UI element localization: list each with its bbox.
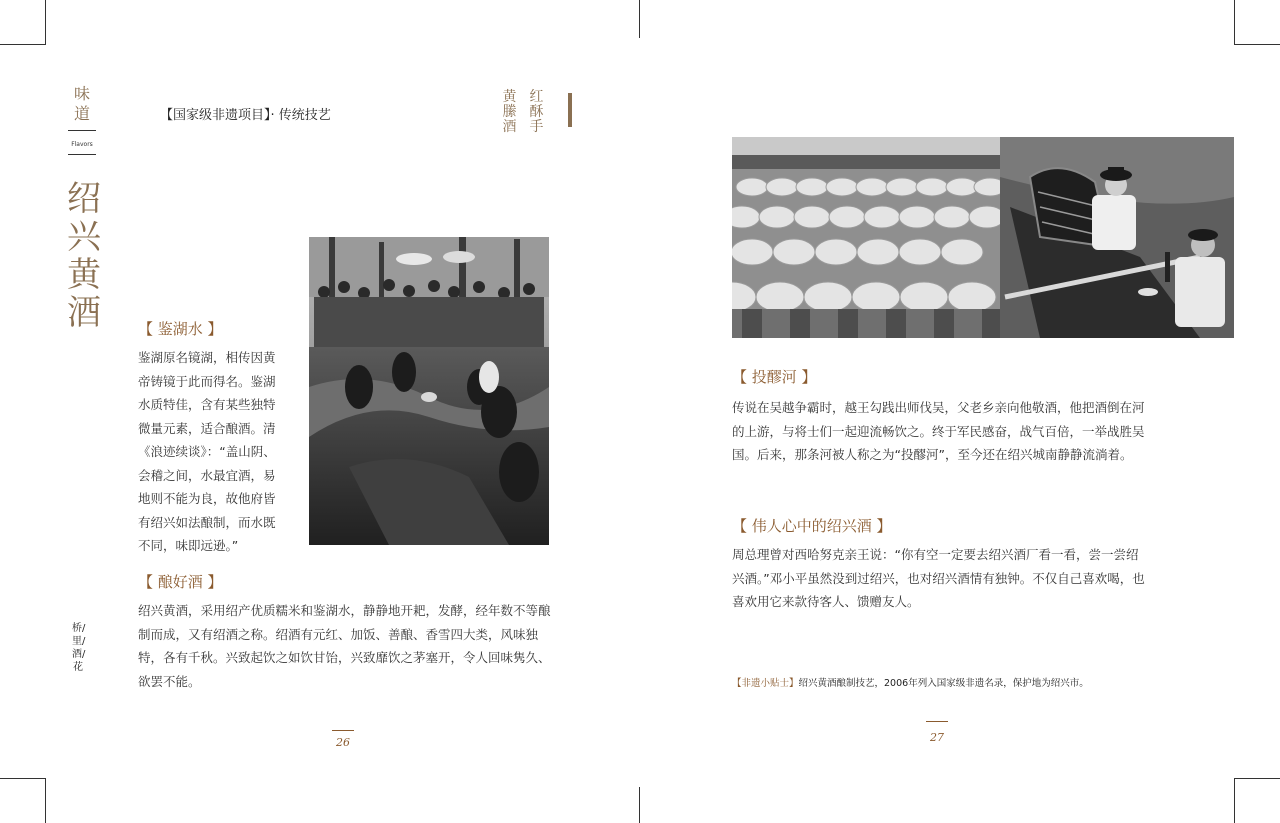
vertical-title: 绍兴黄酒: [67, 179, 101, 333]
page-number-right: 27: [930, 731, 944, 744]
wine-jars-illustration: [732, 137, 1000, 338]
section-body-jianhu: 鉴湖原名镜湖，相传因黄帝铸镜于此而得名。鉴湖水质特佳，含有某些独特微量元素，适合酿酒。清《浪迹续谈》：“盖山阴、会稽之间，水最宜酒，易地则不能为良，故他府皆有绍兴如法酿制，而水既不同，味即远逊。”: [138, 350, 276, 553]
brand-bar: [568, 93, 572, 127]
section-body-weiren: 周总理曾对西哈努克亲王说：“你有空一定要去绍兴酒厂看一看，尝一尝绍兴酒。”邓小平虽然没到过绍兴，也对绍兴酒情有独钟。不仅自己喜欢喝，也喜欢用它来款待客人、馈赠友人。: [732, 547, 1145, 609]
heritage-tip: [732, 675, 1089, 689]
brand-column-2: 红酥手: [529, 89, 544, 135]
folio-rule-left: [332, 730, 354, 731]
right-photo-boat: [1000, 137, 1234, 338]
right-photo-jars: [732, 137, 1000, 338]
vertical-small-text: 桥/里/酒/花: [72, 623, 86, 673]
crop-mark-bc-v: [639, 787, 640, 823]
flavor-label: Flavors: [71, 141, 93, 148]
page-header: 【国家级非遗项目】· 传统技艺: [160, 108, 331, 123]
crop-mark-tr-v: [1234, 0, 1235, 45]
crop-mark-br-h: [1234, 778, 1280, 779]
side-rule-top: [68, 130, 96, 131]
section-title-niangjiu: 【 酿好酒 】: [138, 573, 223, 591]
folio-rule-right: [926, 721, 948, 722]
crop-mark-tl-v: [45, 0, 46, 45]
crop-mark-tc-v: [639, 0, 640, 38]
section-title-weiren: 【 伟人心中的绍兴酒 】: [732, 517, 892, 535]
crop-mark-bl-h: [0, 778, 46, 779]
crop-mark-bl-v: [45, 778, 46, 823]
section-title-jianhu: 【 鉴湖水 】: [138, 320, 223, 338]
left-photo: [309, 237, 549, 545]
heritage-tip-tag: 【非遗小贴士】: [732, 678, 799, 689]
heritage-tip-text: 绍兴黄酒酿制技艺，2006年列入国家级非遗名录，保护地为绍兴市。: [798, 678, 1089, 689]
page-number-left: 26: [336, 736, 350, 749]
crop-mark-tr-h: [1234, 44, 1280, 45]
crowd-photo-illustration: [309, 237, 549, 545]
section-body-niangjiu: 绍兴黄酒，采用绍产优质糯米和鉴湖水，静静地开耙，发酵，经年数不等酿制而成，又有绍酒之称。绍酒有元红、加饭、善酿、香雪四大类，风味独特，各有千秋。兴致起饮之如饮甘饴，兴致靡饮之茅塞开，令人回味隽久、欲罢不能。: [138, 603, 551, 689]
section-title-toulaohe: 【 投醪河 】: [732, 368, 817, 386]
crop-mark-tl-h: [0, 44, 46, 45]
section-body-toulaohe: 传说在吴越争霸时，越王勾践出师伐吴，父老乡亲向他敬酒，他把酒倒在河的上游，与将士们一起迎流畅饮之。终于军民感奋，战气百倍，一举战胜吴国。后来，那条河被人称之为“投醪河”，至今还在绍兴城南静静流淌着。: [732, 400, 1145, 462]
side-rule-bottom: [68, 154, 96, 155]
side-tag: 味道: [73, 84, 90, 123]
boat-illustration: [1000, 137, 1234, 338]
crop-mark-br-v: [1234, 778, 1235, 823]
brand-column-1: 黄縢酒: [502, 89, 517, 135]
